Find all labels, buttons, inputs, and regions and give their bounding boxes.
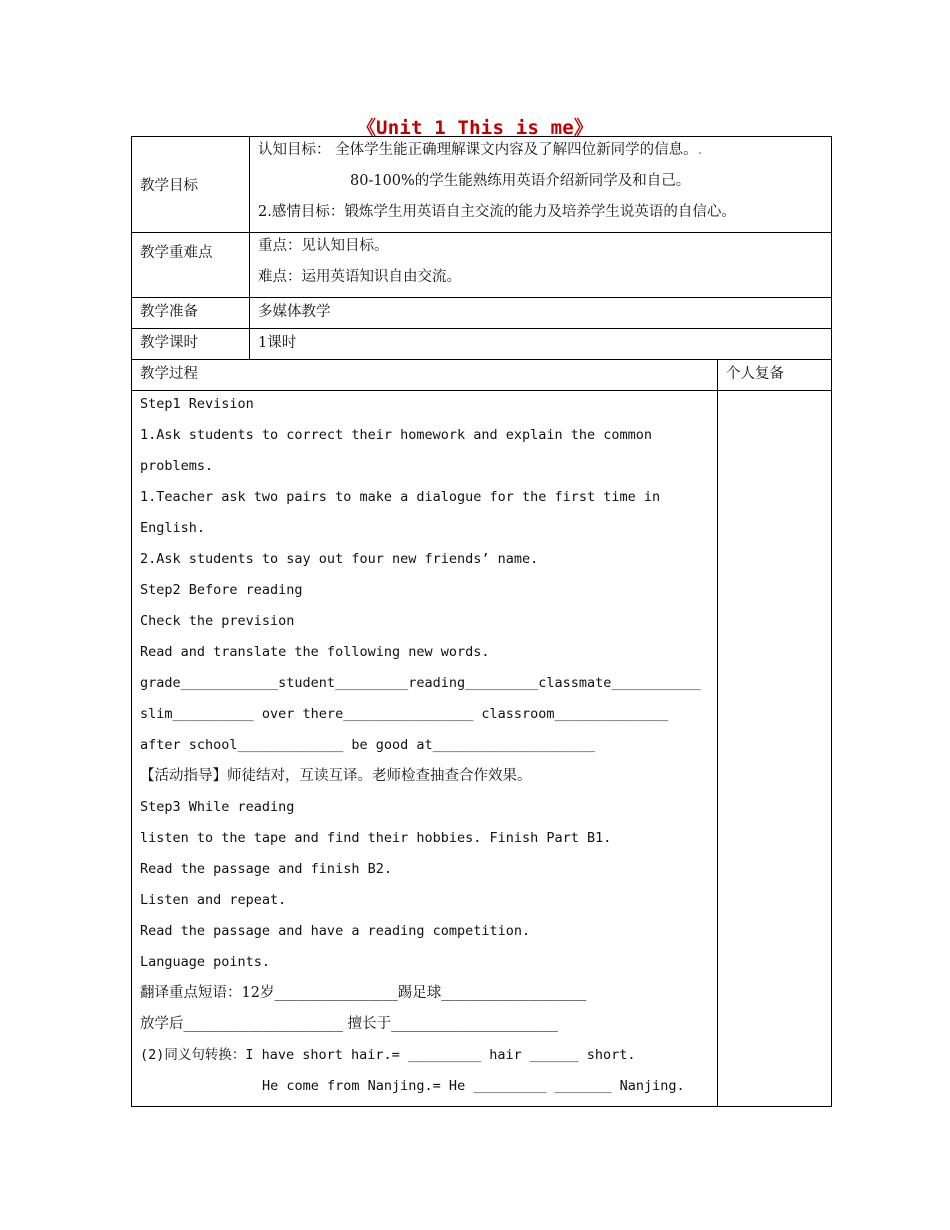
hours-value: 1课时 xyxy=(258,335,297,351)
process-line: 2.Ask students to say out four new friends’ name. xyxy=(140,551,539,567)
hours-row xyxy=(132,329,832,360)
difficulty-line: 难点：运用英语知识自由交流。 xyxy=(258,269,461,285)
process-line: listen to the tape and find their hobbies. Finish Part B1. xyxy=(140,830,612,846)
side-notes-cell xyxy=(718,391,832,1107)
objectives-label-cell xyxy=(132,137,250,233)
process-line: Check the prevision xyxy=(140,613,295,629)
process-line: Step1 Revision xyxy=(140,396,254,412)
process-label-cell xyxy=(132,360,718,391)
process-line: English. xyxy=(140,520,206,536)
process-line: 1.Teacher ask two pairs to make a dialogue for the first time in xyxy=(140,489,661,505)
process-line: problems. xyxy=(140,458,214,474)
process-line: Read and translate the following new words. xyxy=(140,644,490,660)
process-body-row xyxy=(132,391,832,1107)
side-notes-label: 个人复备 xyxy=(726,366,784,382)
objectives-line-2: 80-100%的学生能熟练用英语介绍新同学及和自己。 xyxy=(350,173,691,189)
lesson-plan-table xyxy=(131,136,832,1107)
objectives-row xyxy=(132,137,832,233)
key-points-label-cell xyxy=(132,233,250,298)
preparation-label: 教学准备 xyxy=(140,304,198,320)
translation-blanks-line: 放学后______________________ 擅长于_______________________ xyxy=(140,1016,558,1032)
process-line: Listen and repeat. xyxy=(140,892,287,908)
objectives-label: 教学目标 xyxy=(140,178,198,194)
objectives-content-cell xyxy=(250,137,832,233)
process-content-cell xyxy=(132,391,718,1107)
preparation-label-cell xyxy=(132,298,250,329)
preparation-value: 多媒体教学 xyxy=(258,304,331,320)
hours-value-cell xyxy=(250,329,832,360)
objectives-line-3: 2.感情目标：锻炼学生用英语自主交流的能力及培养学生说英语的自信心。 xyxy=(258,204,736,220)
process-line: Step3 While reading xyxy=(140,799,295,815)
key-points-content-cell xyxy=(250,233,832,298)
hours-label-cell xyxy=(132,329,250,360)
objectives-line-1: 认知目标： 全体学生能正确理解课文内容及了解四位新同学的信息。. xyxy=(258,142,703,158)
rewrite-line: (2)同义句转换：I have short hair.= _________ hair ______ short. xyxy=(140,1047,636,1063)
translation-blanks-line: 翻译重点短语：12岁_________________踢足球____________________ xyxy=(140,985,587,1001)
process-line: Language points. xyxy=(140,954,271,970)
activity-guidance-line: 【活动指导】师徒结对，互读互译。老师检查抽查合作效果。 xyxy=(140,768,532,784)
key-points-label: 教学重难点 xyxy=(140,245,213,261)
vocab-blanks-line: grade____________student_________reading_________classmate___________ xyxy=(140,675,701,691)
process-line: Read the passage and finish B2. xyxy=(140,861,392,877)
process-header-row xyxy=(132,360,832,391)
key-point-line: 重点：见认知目标。 xyxy=(258,238,389,254)
process-line: 1.Ask students to correct their homework and explain the common xyxy=(140,427,653,443)
hours-label: 教学课时 xyxy=(140,335,198,351)
rewrite-line: He come from Nanjing.= He _________ _______ Nanjing. xyxy=(262,1078,685,1094)
preparation-row xyxy=(132,298,832,329)
process-label: 教学过程 xyxy=(140,366,198,382)
key-points-row xyxy=(132,233,832,298)
preparation-value-cell xyxy=(250,298,832,329)
vocab-blanks-line: after school_____________ be good at____________________ xyxy=(140,737,596,753)
process-line: Step2 Before reading xyxy=(140,582,303,598)
vocab-blanks-line: slim__________ over there________________ classroom______________ xyxy=(140,706,669,722)
side-notes-label-cell xyxy=(718,360,832,391)
process-line: Read the passage and have a reading competition. xyxy=(140,923,531,939)
document-title: 《Unit 1 This is me》 xyxy=(356,117,594,139)
